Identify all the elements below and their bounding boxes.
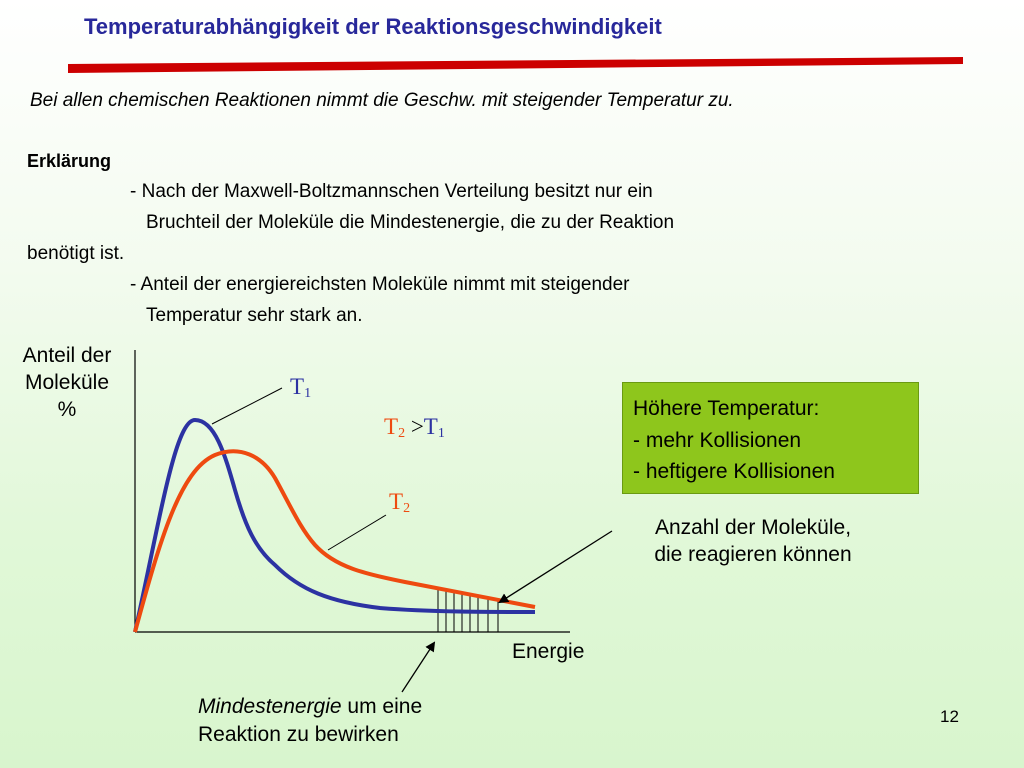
temperature-relation: $T_2 >T_1$ (384, 414, 445, 441)
explanation-line-4: - Anteil der energiereichsten Moleküle nimmt mit steigender (130, 274, 630, 295)
y-axis-label-line-3: % (57, 397, 77, 421)
explanation-heading: Erklärung (27, 151, 112, 171)
curve-t2 (135, 451, 535, 632)
y-axis-label (0, 343, 134, 424)
curve-t1 (135, 420, 535, 632)
box-line-3: - heftigere Kollisionen (633, 460, 835, 483)
t1-label: $T_1$ (290, 374, 312, 401)
explanation-line-3: benötigt ist. (27, 243, 125, 264)
box-line-2: - mehr Kollisionen (633, 428, 802, 452)
page-number: 12 (940, 707, 959, 726)
explanation-line-5: Temperatur sehr stark an. (146, 305, 363, 326)
box-line-1: Höhere Temperatur: (633, 397, 820, 420)
explanation-line-2: Bruchteil der Moleküle die Mindestenergie, die zu der Reaktion (146, 212, 675, 233)
explanation-line-1: - Nach der Maxwell-Boltzmannschen Verteilung besitzt nur ein (130, 181, 653, 202)
reacting-molecules-note (598, 514, 908, 569)
intro-statement: Bei allen chemischen Reaktionen nimmt die Geschw. mit steigender Temperatur zu. (30, 90, 734, 111)
slide-title: Temperaturabhängigkeit der Reaktionsgeschwindigkeit (84, 14, 662, 39)
min-energy-arrow (402, 643, 434, 692)
t2-label: $T_2$ (389, 489, 411, 516)
y-axis-label-line-2: Moleküle (24, 370, 110, 394)
count-note-line-1: Anzahl der Moleküle, (654, 516, 852, 539)
min-energy-note (198, 693, 422, 750)
count-note-line-2: die reagieren können (654, 543, 852, 567)
higher-temperature-box (622, 382, 919, 494)
t2-leader-line (328, 515, 386, 550)
min-energy-rest: um eine (341, 695, 423, 718)
min-energy-term: Mindestenergie (198, 695, 342, 718)
x-axis-label: Energie (512, 640, 585, 663)
y-axis-label-line-1: Anteil der (22, 344, 112, 367)
count-arrow (500, 531, 612, 602)
min-energy-line-2: Reaktion zu bewirken (198, 723, 399, 747)
t1-leader-line (212, 388, 282, 424)
